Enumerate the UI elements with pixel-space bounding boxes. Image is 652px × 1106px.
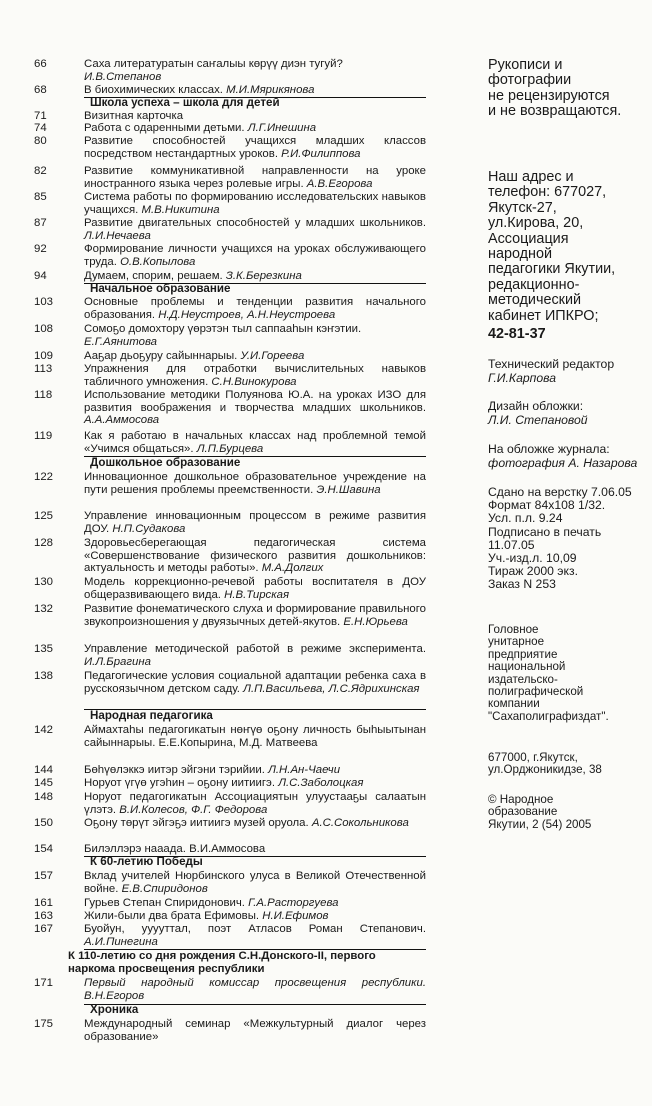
page-number: 71	[34, 110, 47, 122]
publisher: Головное унитарное предприятие национальной издательско- полиграфической компании "Сахаполиграфиздат".	[488, 623, 609, 723]
entry-text: Работа с одаренными детьми. Л.Г.Инешина	[84, 122, 317, 134]
manuscripts-note: Рукописи и фотографии не рецензируются и не возвращаются.	[488, 57, 622, 120]
entry-text: Билэллэрэ нааада. В.И.Аммосова	[84, 843, 266, 855]
entry-text: Буойун, ууууттал, поэт Атласов Роман Степанович. А.И.Пинегина	[84, 923, 426, 948]
page-number: 148	[34, 791, 54, 803]
page-number: 94	[34, 270, 47, 282]
entry-text: Развитие двигательных способностей у младших школьников. Л.И.Нечаева	[84, 217, 426, 242]
entry-text: Здоровьесберегающая педагогическая система «Совершенствование физического развития дошкольников: актуальность и методы работы». М.А.Долгих	[84, 537, 426, 575]
entry-text: Развитие коммуникативной направленности на уроке иностранного языка через ролевые игры. А.В.Егорова	[84, 165, 426, 190]
page-number: 135	[34, 643, 54, 655]
page-number: 130	[34, 576, 54, 588]
page-number: 144	[34, 764, 54, 776]
tech-editor-label: Технический редактор	[488, 357, 615, 371]
entry-text: Визитная карточка	[84, 110, 184, 122]
page-number: 85	[34, 191, 47, 203]
entry-text: Норуот үгүө угэһин – оҕону иитиигэ. Л.С.Заболоцкая	[84, 777, 364, 789]
section-heading: К 60-летию Победы	[90, 855, 203, 868]
entry-text: Гурьев Степан Спиридонович. Г.А.Расторгуева	[84, 897, 339, 909]
entry-text: Управление методической работой в режиме эксперимента. И.Л.Брагина	[84, 643, 426, 668]
page-number: 167	[34, 923, 54, 935]
entry-text: Саха литературатын саҥалыы көрүү диэн тугуй? И.В.Степанов	[84, 58, 343, 83]
page-number: 113	[34, 363, 53, 375]
entry-text: Модель коррекционно-речевой работы воспитателя в ДОУ общеразвивающего вида. Н.В.Тирская	[84, 576, 426, 601]
entry-text: Инновационное дошкольное образовательное учреждение на пути решения проблемы преемственности. Э.Н.Шавина	[84, 471, 426, 496]
entry-text: Бөһүөлэккэ иитэр эйгэни тэрийии. Л.Н.Ан-Чаечи	[84, 764, 341, 776]
cover-design-label: Дизайн обложки:	[488, 399, 584, 413]
page-number: 142	[34, 724, 54, 736]
page-number: 150	[34, 817, 54, 829]
entry-text: Использование методики Полуянова Ю.А. на уроках ИЗО для развития воображения и творчества младших школьников. А.А.Аммосова	[84, 389, 426, 427]
entry-text: Система работы по формированию исследовательских навыков учащихся. М.В.Никитина	[84, 191, 426, 216]
entry-text: Педагогические условия социальной адаптации ребенка саха в русскоязычном детском саду. Л.П.Васильева, Л.С.Ядрихинская	[84, 670, 426, 695]
page-number: 161	[34, 897, 54, 909]
entry-text: Развитие фонематического слуха и формирование правильного звукопроизношения у двуязычных детей-якутов. Е.Н.Юрьева	[84, 603, 426, 628]
page-number: 138	[34, 670, 54, 682]
page-number: 145	[34, 777, 54, 789]
page-number: 74	[34, 122, 47, 134]
entry-text: Развитие способностей учащихся младших классов посредством нестандартных уроков. Р.И.Филиппова	[84, 135, 426, 160]
editorial-address: Наш адрес и телефон: 677027, Якутск-27, ул.Кирова, 20, Ассоциация народной педагогики Якутии, редакционно- методический кабинет ИПКРО;	[488, 169, 616, 324]
cover-photo-label: На обложке журнала:	[488, 442, 610, 456]
entry-text: В биохимических классах. М.И.Мярикянова	[84, 84, 315, 96]
page-number: 118	[34, 389, 53, 401]
entry-text: Оҕону төрүт эйгэҕэ иитиигэ музей оруола. А.С.Сокольникова	[84, 817, 409, 829]
entry-text: Международный семинар «Межкультурный диалог через образование»	[84, 1018, 426, 1043]
entry-text: Как я работаю в начальных классах над проблемной темой «Учимся общаться». Л.П.Бурцева	[84, 430, 426, 455]
entry-text: Основные проблемы и тенденции развития начального образования. Н.Д.Неустроев, А.Н.Неустроева	[84, 296, 426, 321]
page-number: 68	[34, 84, 47, 96]
page-number: 109	[34, 350, 54, 362]
page-number: 66	[34, 58, 47, 70]
phone-number: 42-81-37	[488, 326, 546, 342]
section-heading: Хроника	[90, 1003, 139, 1016]
section-heading: Народная педагогика	[90, 709, 213, 722]
cover-photo-credit: фотография А. Назарова	[488, 456, 638, 470]
page-number: 132	[34, 603, 54, 615]
page-number: 171	[34, 977, 54, 989]
entry-text: Думаем, спорим, решаем. З.К.Березкина	[84, 270, 302, 282]
entry-text: Сомоҕо домохтору үөрэтэн тыл саппааһын кэҥэтии. Е.Г.Аянитова	[84, 323, 362, 348]
page-number: 125	[34, 510, 54, 522]
copyright: © Народное образование Якутии, 2 (54) 2005	[488, 793, 592, 831]
page-number: 92	[34, 243, 47, 255]
page-number: 103	[34, 296, 54, 308]
section-heading: Школа успеха – школа для детей	[90, 96, 280, 109]
page-number: 122	[34, 471, 54, 483]
page-number: 82	[34, 165, 47, 177]
page-number: 175	[34, 1018, 54, 1030]
page-number: 163	[34, 910, 54, 922]
entry-text: Аймахтаһы педагогикатын нөҥүө оҕону личность быһыытынан сайыннарыы. Е.Е.Копырина, М.Д. Матвеева	[84, 724, 426, 749]
entry-text: Жили-были два брата Ефимовы. Н.И.Ефимов	[84, 910, 329, 922]
page-number: 154	[34, 843, 54, 855]
entry-text: Вклад учителей Нюрбинского улуса в Великой Отечественной войне. Е.В.Спиридонов	[84, 870, 426, 895]
cover-design-name: Л.И. Степановой	[488, 413, 588, 427]
entry-text: Первый народный комиссар просвещения республики. В.Н.Егоров	[84, 977, 426, 1002]
page-number: 80	[34, 135, 47, 147]
print-info: Сдано на верстку 7.06.05 Формат 84х108 1/32. Усл. п.л. 9.24 Подписано в печать 11.07.05 Уч.-изд.л. 10,09 Тираж 2000 экз. Заказ N 253	[488, 485, 632, 592]
page-number: 87	[34, 217, 47, 229]
page-number: 119	[34, 430, 53, 442]
page-number: 157	[34, 870, 54, 882]
tech-editor-name: Г.И.Карпова	[488, 371, 556, 385]
entry-text: Управление инновационным процессом в режиме развития ДОУ. Н.П.Судакова	[84, 510, 426, 535]
page-number: 128	[34, 537, 54, 549]
section-heading: Дошкольное образование	[90, 456, 241, 469]
page-number: 108	[34, 323, 54, 335]
publisher-address: 677000, г.Якутск, ул.Орджоникидзе, 38	[488, 751, 602, 777]
entry-text: Формирование личности учащихся на уроках обслуживающего труда. О.В.Копылова	[84, 243, 426, 268]
entry-text: Упражнения для отработки вычислительных навыков табличного умножения. С.Н.Винокурова	[84, 363, 426, 388]
entry-text: Норуот педагогикатын Ассоциациятын улуустааҕы салаатын үлэтэ. В.И.Колесов, Ф.Г. Федорова	[84, 791, 426, 816]
section-heading: Начальное образование	[90, 282, 231, 295]
entry-text: Ааҕар дьоҕуру сайыннарыы. У.И.Гореева	[84, 350, 305, 362]
